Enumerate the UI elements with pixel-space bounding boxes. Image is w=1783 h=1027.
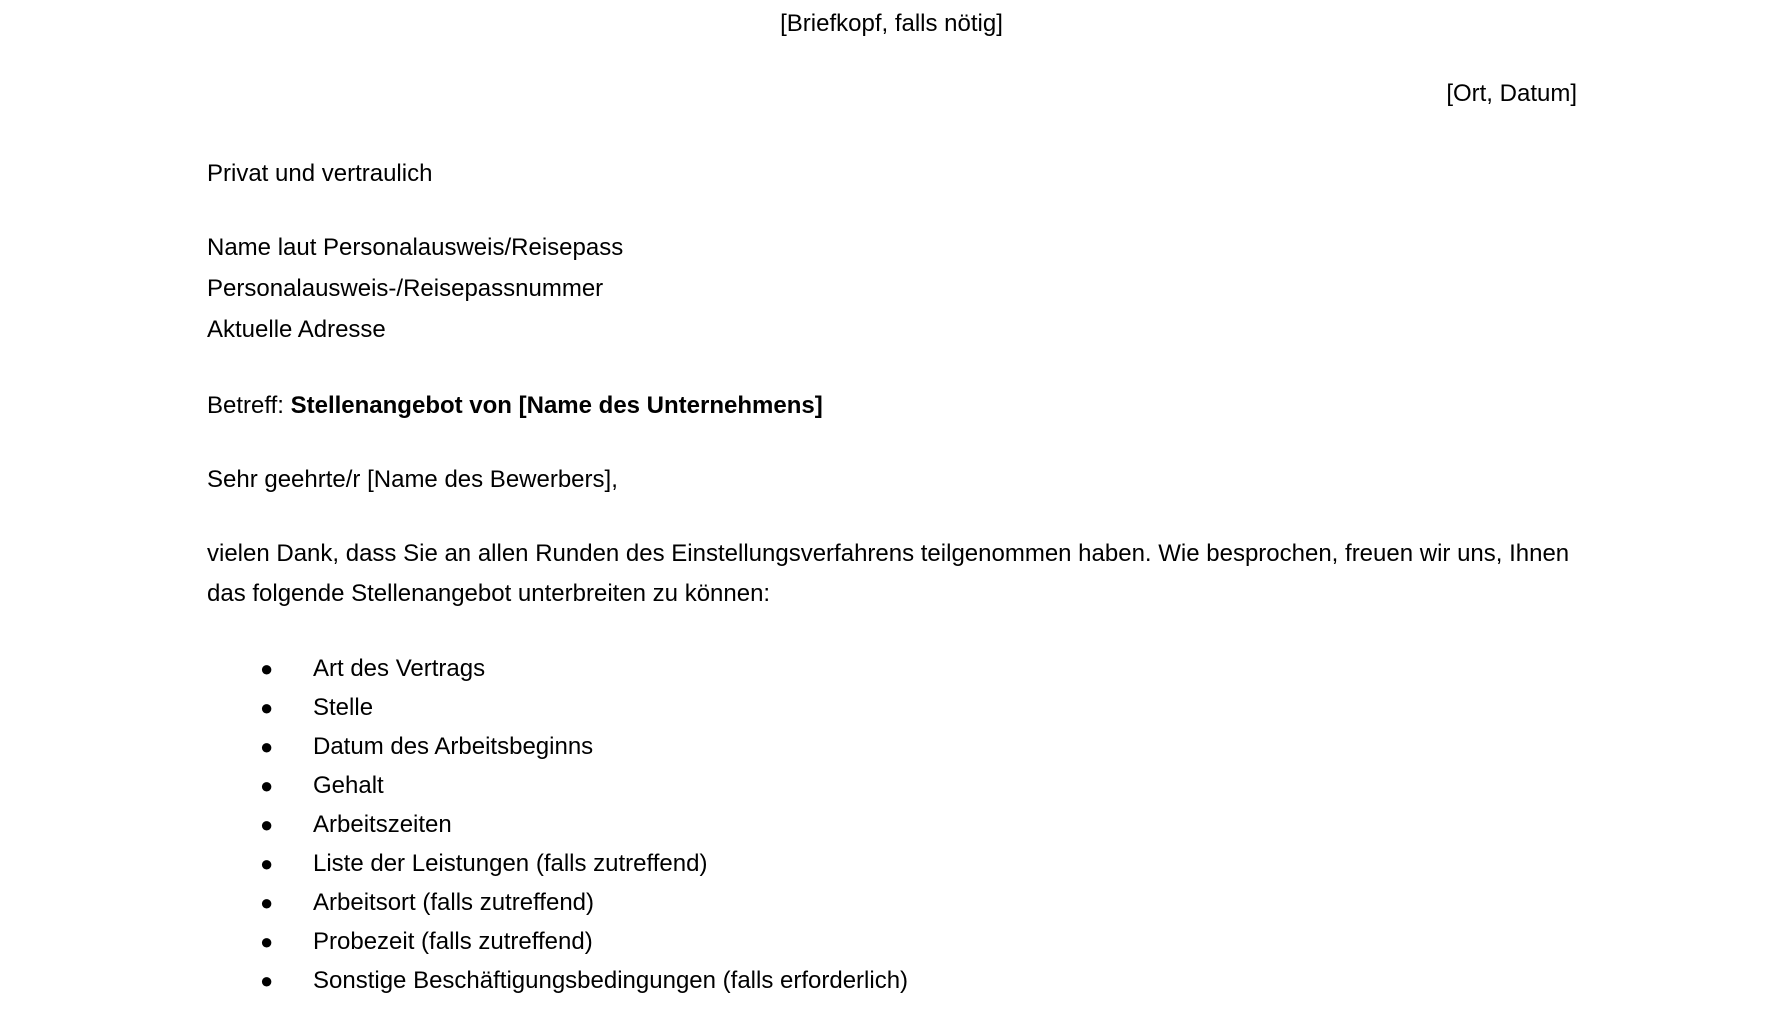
offer-item-label: Liste der Leistungen (falls zutreffend) — [313, 850, 708, 877]
list-item — [207, 766, 908, 805]
bullet-icon: ● — [260, 656, 274, 681]
recipient-id-number: Personalausweis-/Reisepassnummer — [207, 275, 604, 302]
offer-item-label: Arbeitsort (falls zutreffend) — [313, 889, 595, 916]
bullet-icon: ● — [260, 968, 274, 993]
list-item — [207, 922, 908, 961]
bullet-icon: ● — [260, 929, 274, 954]
offer-item-label: Arbeitszeiten — [313, 811, 452, 838]
list-item — [207, 727, 908, 766]
bullet-icon: ● — [260, 851, 274, 876]
bullet-icon: ● — [260, 734, 274, 759]
offer-item-label: Datum des Arbeitsbeginns — [313, 733, 594, 760]
list-item — [207, 961, 908, 1000]
confidential-note: Privat und vertraulich — [207, 160, 433, 187]
recipient-block — [207, 227, 623, 350]
recipient-name: Name laut Personalausweis/Reisepass — [207, 234, 624, 261]
bullet-icon: ● — [260, 812, 274, 837]
intro-paragraph: vielen Dank, dass Sie an allen Runden des Einstellungsverfahrens teilgenommen haben. Wie besprochen, freuen wir uns, Ihnen das folgende Stellenangebot unterbreiten zu können: — [207, 540, 1570, 607]
offer-list — [207, 649, 908, 1000]
list-item — [207, 883, 908, 922]
list-item — [207, 649, 908, 688]
offer-item-label: Sonstige Beschäftigungsbedingungen (falls erforderlich) — [313, 967, 909, 994]
bullet-icon: ● — [260, 695, 274, 720]
list-item — [207, 844, 908, 883]
list-item — [207, 805, 908, 844]
salutation: Sehr geehrte/r [Name des Bewerbers], — [207, 466, 618, 493]
recipient-address: Aktuelle Adresse — [207, 316, 386, 343]
offer-item-label: Stelle — [313, 694, 374, 721]
subject-line — [207, 385, 823, 426]
bullet-icon: ● — [260, 890, 274, 915]
place-date: [Ort, Datum] — [1446, 80, 1577, 107]
offer-item-label: Probezeit (falls zutreffend) — [313, 928, 593, 955]
bullet-icon: ● — [260, 773, 274, 798]
offer-item-label: Gehalt — [313, 772, 384, 799]
offer-item-label: Art des Vertrags — [313, 655, 486, 682]
subject-text: Stellenangebot von [Name des Unternehmens] — [290, 392, 823, 419]
subject-label: Betreff: — [207, 392, 291, 419]
letterhead: [Briefkopf, falls nötig] — [780, 10, 1003, 37]
list-item — [207, 688, 908, 727]
